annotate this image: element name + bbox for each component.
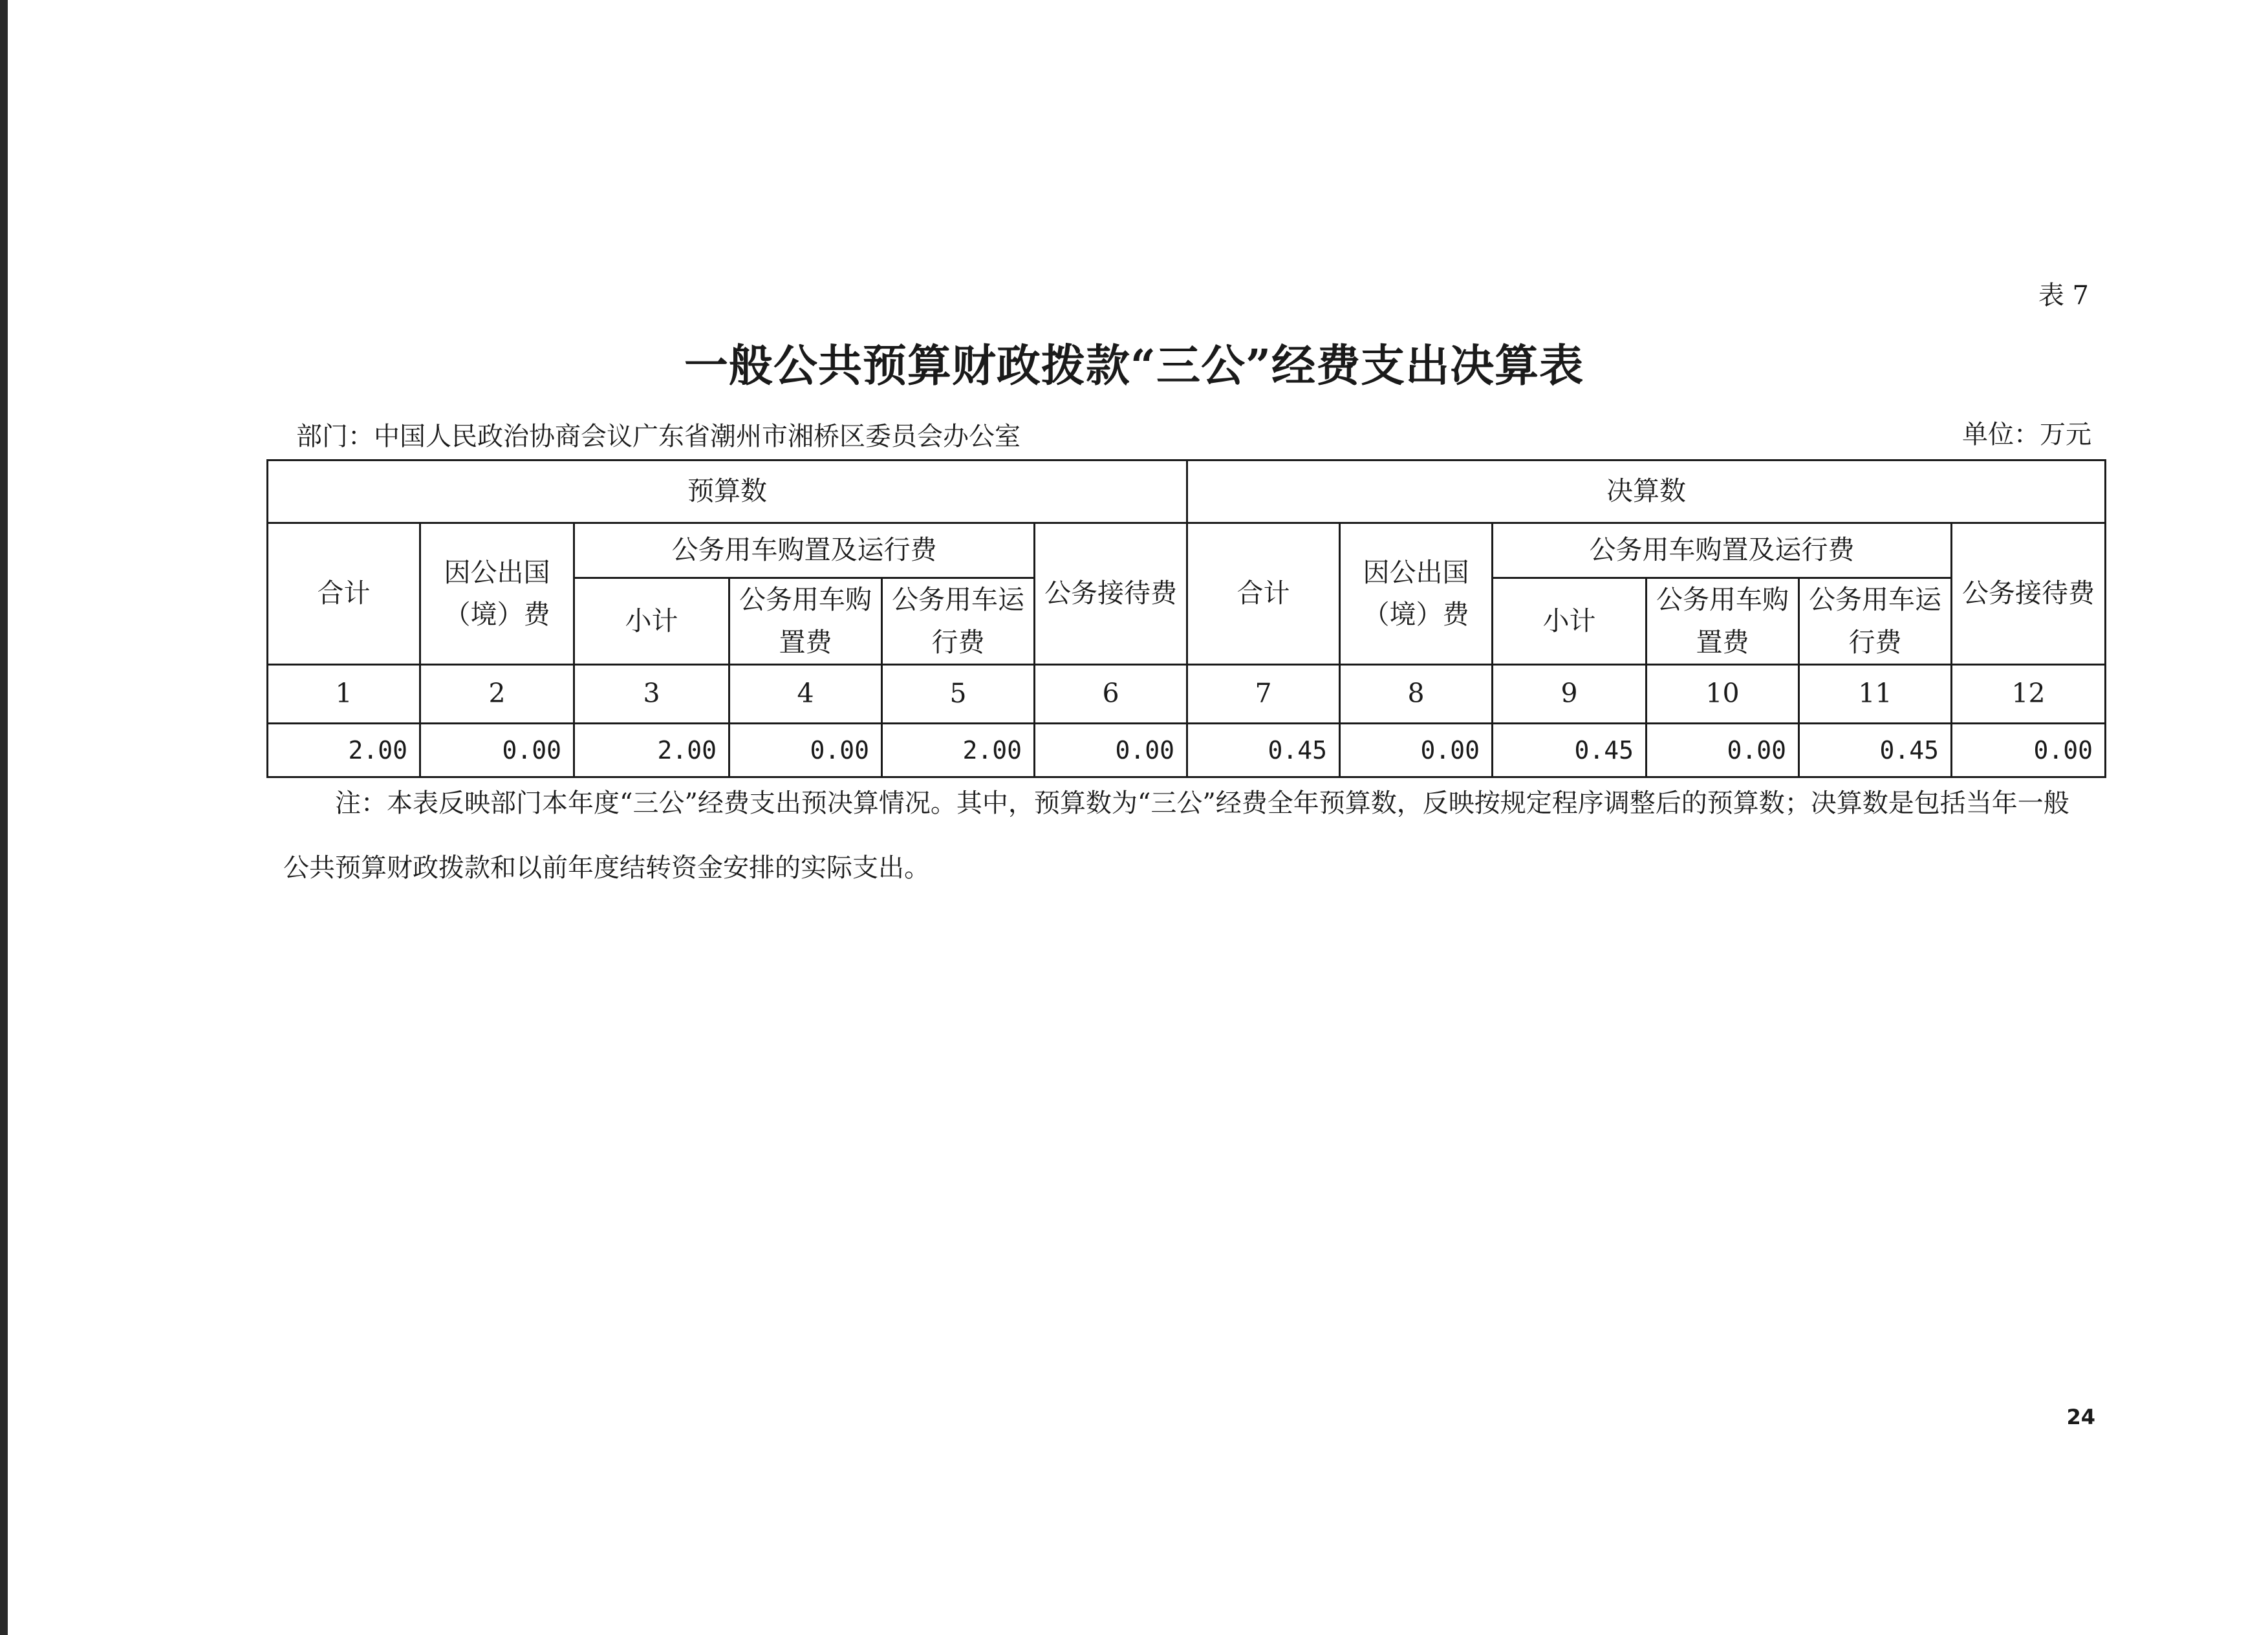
final-total-header: 合计 [1187,523,1340,665]
final-vehicle-operation-header: 公务用车运行费 [1799,578,1952,665]
col-number: 10 [1647,665,1799,724]
col-number: 7 [1187,665,1340,724]
scan-edge [0,0,8,1635]
value-cell: 0.00 [729,724,882,777]
budget-reception-header: 公务接待费 [1035,523,1187,665]
col-number: 6 [1035,665,1187,724]
col-number: 8 [1340,665,1493,724]
col-number: 3 [574,665,729,724]
final-group-header: 决算数 [1187,460,2106,523]
value-cell: 2.00 [882,724,1035,777]
unit-label: 单位：万元 [1962,420,2091,449]
budget-abroad-header: 因公出国（境）费 [420,523,574,665]
value-cell: 0.45 [1799,724,1952,777]
value-cell: 0.45 [1493,724,1647,777]
value-cell: 2.00 [574,724,729,777]
col-number: 9 [1493,665,1647,724]
col-number: 12 [1952,665,2106,724]
budget-total-header: 合计 [268,523,420,665]
col-number: 2 [420,665,574,724]
footnote: 注：本表反映部门本年度“三公”经费支出预决算情况。其中，预算数为“三公”经费全年预算数，反映按规定程序调整后的预算数；决算数是包括当年一般公共预算财政拨款和以前年度结转资金安排的实际支出。 [283,788,2069,883]
value-cell: 0.00 [1035,724,1187,777]
value-cell: 0.00 [420,724,574,777]
page-title: 一般公共预算财政拨款“三公”经费支出决算表 [684,340,1584,392]
column-number-row [268,665,2106,724]
col-number: 1 [268,665,420,724]
page-number: 24 [2066,1405,2095,1429]
final-reception-header: 公务接待费 [1952,523,2106,665]
col-number: 4 [729,665,882,724]
value-cell: 0.45 [1187,724,1340,777]
value-row [268,724,2106,777]
value-cell: 0.00 [1647,724,1799,777]
budget-group-header: 预算数 [268,460,1187,523]
table-number: 表 7 [2038,281,2089,310]
value-cell: 2.00 [268,724,420,777]
budget-vehicle-operation-header: 公务用车运行费 [882,578,1035,665]
final-vehicle-purchase-header: 公务用车购置费 [1647,578,1799,665]
budget-subtotal-header: 小计 [574,578,729,665]
value-cell: 0.00 [1340,724,1493,777]
col-number: 11 [1799,665,1952,724]
value-cell: 0.00 [1952,724,2106,777]
budget-vehicle-purchase-header: 公务用车购置费 [729,578,882,665]
final-vehicle-header: 公务用车购置及运行费 [1493,523,1952,578]
budget-vehicle-header: 公务用车购置及运行费 [574,523,1035,578]
col-number: 5 [882,665,1035,724]
three-public-expenses-table [266,459,2106,778]
department-label: 部门：中国人民政治协商会议广东省潮州市湘桥区委员会办公室 [296,422,1021,451]
final-subtotal-header: 小计 [1493,578,1647,665]
final-abroad-header: 因公出国（境）费 [1340,523,1493,665]
